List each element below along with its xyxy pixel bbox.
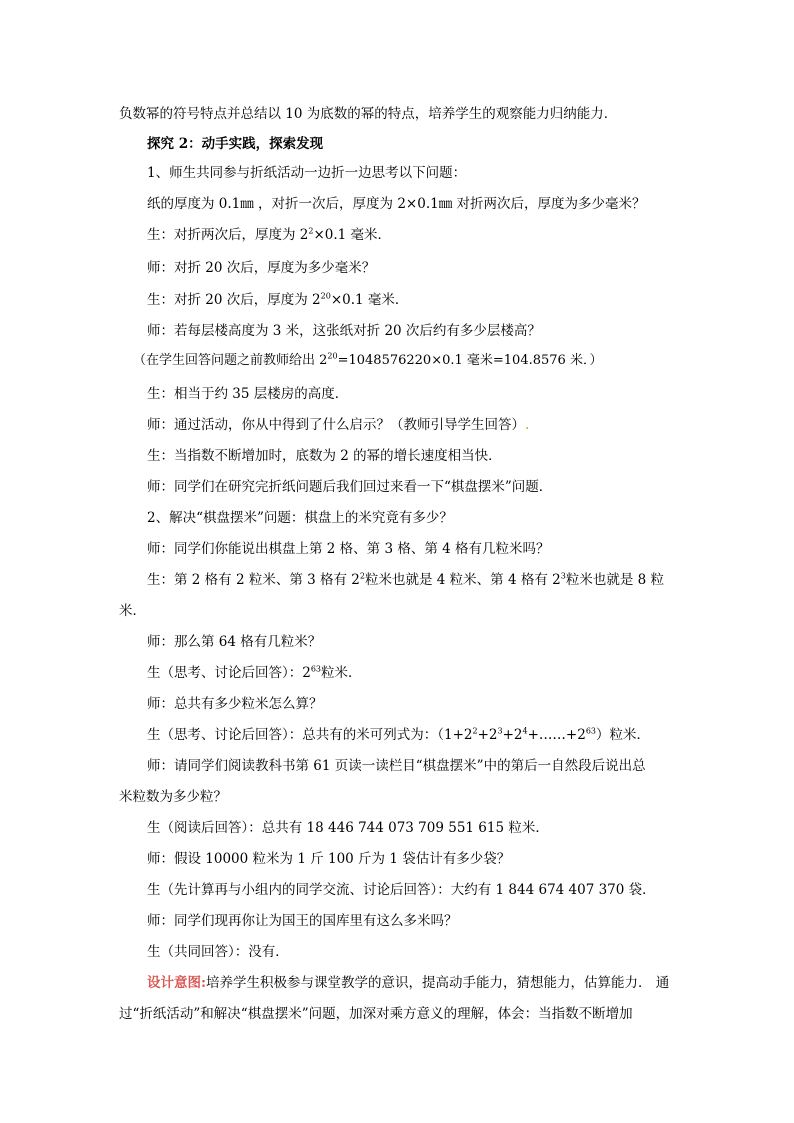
paragraph-line: 师：总共有多少粒米怎么算？ xyxy=(147,696,323,712)
paragraph-line: 负数幂的符号特点并总结以 10 为底数的幂的特点，培养学生的观察能力归纳能力． xyxy=(119,106,618,122)
paragraph-line: 师：通过活动，你从中得到了什么启示？（教师引导学生回答）. xyxy=(147,417,530,433)
paragraph-line: 生（共同回答）：没有． xyxy=(147,944,289,960)
paragraph-line: 生（阅读后回答）：总共有 18 446 744 073 709 551 615 粒米． xyxy=(147,820,549,836)
paragraph-line: 生：对折 20 次后，厚度为 $2^{20}\times 0.1$ 毫米． xyxy=(147,291,409,308)
paragraph-line: 纸的厚度为 0.1㎜ ，对折一次后，厚度为 2×0.1㎜ 对折两次后，厚度为多少毫米？ xyxy=(147,196,646,212)
paragraph-line: （在学生回答问题之前教师给出 $2^{20}=1048576220\times 0.1$ 毫米=104.8576 米．） xyxy=(133,351,603,368)
section-heading: 探究 2：动手实践，探索发现 xyxy=(147,136,324,152)
paragraph-line: 2、解决“棋盘摆米”问题：棋盘上的米究竟有多少？ xyxy=(147,510,453,526)
paragraph-line: 师：同学们你能说出棋盘上第 2 格、第 3 格、第 4 格有几粒米吗？ xyxy=(147,541,550,557)
paragraph-line: 生（思考、讨论后回答）：总共有的米可列式为：$(1+2^2+2^3+2^4+\dots\dots+2^{63})$粒米． xyxy=(147,726,650,743)
paragraph-line: 生：第 2 格有 2 粒米、第 3 格有 $2^2$粒米也就是 4 粒米、第 4 格有 $2^3$粒米也就是 8 粒 xyxy=(147,571,664,588)
paragraph-line: 师：假设 10000 粒米为 1 斤 100 斤为 1 袋估计有多少袋？ xyxy=(147,851,511,867)
paragraph-line: 米粒数为多少粒？ xyxy=(119,789,227,805)
paragraph-line: 师：同学们在研究完折纸问题后我们回过来看一下“棋盘摆米”问题． xyxy=(147,479,553,495)
paragraph-line: 师：请同学们阅读教科书第 61 页读一读栏目“棋盘摆米”中的第后一自然段后说出总 xyxy=(147,758,646,774)
paragraph-line: 1、师生共同参与折纸活动一边折一边思考以下问题： xyxy=(147,165,467,181)
design-intent-label: 设计意图: xyxy=(147,975,206,991)
paragraph-line: 师：若每层楼高度为 3 米，这张纸对折 20 次后约有多少层楼高？ xyxy=(147,323,541,339)
paragraph-line: 生（思考、讨论后回答）：$2^{63}$粒米． xyxy=(147,664,362,681)
paragraph-line: 师：对折 20 次后，厚度为多少毫米？ xyxy=(147,260,376,276)
paragraph-line: 师：那么第 64 格有几粒米？ xyxy=(147,634,322,650)
paragraph-line: 过“折纸活动”和解决“棋盘摆米”问题，加深对乘方意义的理解，体会：当指数不断增加 xyxy=(119,1006,633,1022)
paragraph-line: 生：对折两次后，厚度为 $2^2\times 0.1$ 毫米． xyxy=(147,226,392,243)
paragraph-line: 生：相当于约 35 层楼房的高度． xyxy=(147,386,349,402)
paragraph-line: 生（先计算再与小组内的同学交流、讨论后回答）：大约有 1 844 674 407 370 袋． xyxy=(147,882,656,898)
design-intent-line: 设计意图:培养学生积极参与课堂教学的意识，提高动手能力，猜想能力，估算能力． 通 xyxy=(147,975,670,991)
paragraph-line: 米． xyxy=(119,603,146,619)
paragraph-line: 师：同学们现再你让为国王的国库里有这么多米吗？ xyxy=(147,913,458,929)
paragraph-line: 生：当指数不断增加时，底数为 2 的幂的增长速度相当快． xyxy=(147,448,502,464)
